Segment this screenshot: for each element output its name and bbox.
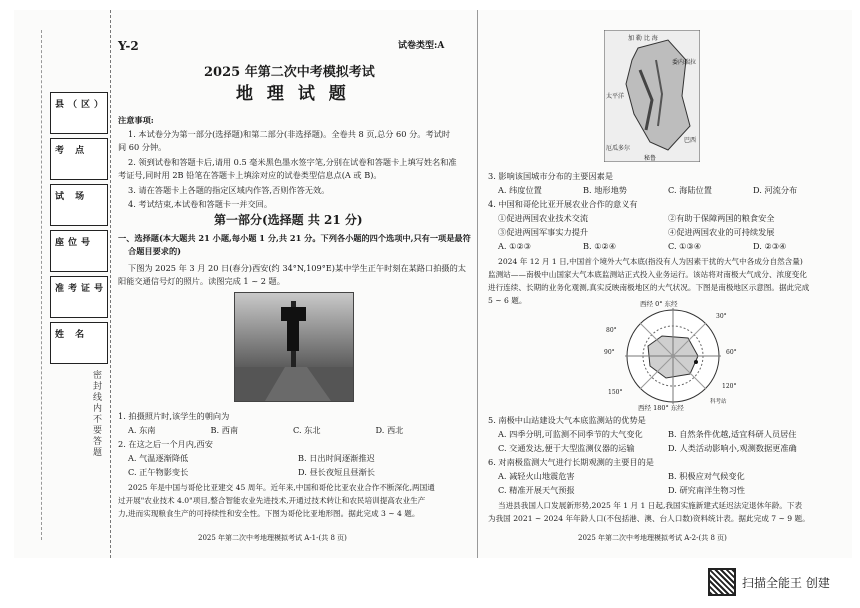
field-seat-number[interactable]: 座位号 [50, 230, 108, 272]
option[interactable]: D. 西北 [375, 425, 404, 435]
question-4-answers [498, 240, 838, 253]
field-county[interactable]: 县（区） [50, 92, 108, 134]
traffic-light-icon [235, 293, 353, 401]
lat-label: 120° [722, 383, 737, 390]
option[interactable]: B. 自然条件优越,适宜科研人员居住 [668, 429, 797, 439]
notice-line: 考证号,同时用 2B 铅笔在答题卡上填涂对应的试卷类型信息点(A 或 B)。 [118, 170, 382, 180]
question-4-items-row1 [498, 212, 838, 225]
field-name[interactable]: 姓 名 [50, 322, 108, 364]
question-5: 5. 南极中山站建设大气本底监测站的优势是 [488, 415, 646, 425]
lat-label: 30° [716, 313, 727, 320]
map-label: 厄瓜多尔 [606, 145, 631, 152]
option[interactable]: C. 精准开展天气预报 [498, 485, 575, 495]
lat-label: 60° [726, 349, 737, 356]
seal-line [41, 30, 42, 540]
passage: 进行连续、长期的业务化观测,真实反映南极地区的大气状况。下图是南极地区示意图。据此完成 [488, 283, 810, 292]
part1-heading: 第一部分(选择题 共 21 分) [214, 213, 363, 227]
option[interactable]: D. ②③④ [753, 241, 787, 251]
question-5-options-row1 [498, 428, 838, 441]
question-4: 4. 中国和哥伦比亚开展农业合作的意义有 [488, 199, 638, 209]
option[interactable]: D. 河流分布 [753, 185, 798, 195]
passage: 监测站——南极中山国家大气本底监测站正式投入业务运行。该站将对南极大气成分、浓度变化 [488, 270, 807, 279]
passage: 阳能交通信号灯的照片。读图完成 1 ~ 2 题。 [118, 276, 285, 286]
option: ②有助于保障两国的粮食安全 [668, 213, 775, 223]
section-intro: 一、选择题(本大题共 21 小题,每小题 1 分,共 21 分。下列各小题的四个选项中,只有一项是最符 [118, 233, 471, 243]
question-2-options-row2 [128, 466, 468, 479]
option[interactable]: A. 四季分明,可监测不同季节的大气变化 [498, 429, 643, 439]
notice-line: 3. 请在答题卡上各题的指定区域内作答,否则作答无效。 [128, 185, 330, 195]
field-exam-room[interactable]: 试 场 [50, 184, 108, 226]
scanner-watermark: 扫描全能王 创建 [708, 568, 830, 596]
option: ④促进两国农业的可持续发展 [668, 227, 775, 237]
map-legend: 科考站 [710, 399, 727, 405]
passage: 2024 年 12 月 1 日,中国首个境外大气本底(指没有人为因素干扰的大气中各成分自然含量) [498, 257, 803, 266]
option[interactable]: C. 交通发达,便于大型监测仪器的运输 [498, 443, 635, 453]
field-exam-site[interactable]: 考 点 [50, 138, 108, 180]
traffic-light-photo [234, 292, 354, 402]
option[interactable]: C. ①③④ [668, 241, 702, 251]
left-page [118, 10, 471, 558]
passage: 为我国 2021 ~ 2024 年年龄人口(不包括港、澳、台人口数)资料统计表。据此完成 7 ~ 9 题。 [488, 514, 810, 523]
lat-label: 150° [608, 389, 623, 396]
passage: 当进县我国人口发展新形势,2025 年 1 月 1 日起,我国实施新建式延迟法定退休年龄。下表 [498, 501, 803, 510]
seal-line-notice: 密封线内不要答题 [91, 370, 101, 458]
paper-type: 试卷类型:A [398, 41, 445, 51]
map-label: 西经 180° 东经 [638, 404, 684, 412]
passage: 2025 年是中国与哥伦比亚建交 45 周年。近年来,中国和哥伦比亚农业合作不断深化,两国通 [128, 483, 435, 492]
colombia-map [604, 30, 700, 162]
map-label: 西经 0° 东经 [640, 300, 678, 308]
map-label: 巴西 [684, 137, 697, 144]
notice-line: 2. 领到试卷和答题卡后,请用 0.5 毫米黑色墨水签字笔,分别在试卷和答题卡上填写姓名和准 [128, 157, 457, 167]
option[interactable]: B. 地形地势 [583, 185, 627, 195]
notice-line: 间 60 分钟。 [118, 142, 167, 152]
map-label: 委内瑞拉 [672, 59, 697, 66]
lat-label: 90° [604, 349, 615, 356]
page-divider [477, 10, 478, 558]
footer-right: 2025 年第二次中考地理模拟考试 A-2-(共 8 页) [578, 534, 727, 542]
option[interactable]: C. 正午物影变长 [128, 467, 189, 477]
option[interactable]: B. ①②④ [583, 241, 617, 251]
passage: 5 ~ 6 题。 [488, 296, 527, 305]
question-1: 1. 拍摄照片时,该学生的朝向为 [118, 411, 230, 421]
passage: 力,进而实现粮食生产的可持续性和安全性。下图为哥伦比亚地形图。据此完成 3 ~ 4 题。 [118, 509, 420, 518]
notice-line: 1. 本试卷分为第一部分(选择题)和第二部分(非选择题)。全卷共 8 页,总分 60 分。考试时 [128, 129, 451, 139]
option[interactable]: B. 西南 [210, 425, 239, 435]
question-2-options-row1 [128, 452, 468, 465]
question-6: 6. 对南极监测大气进行长期观测的主要目的是 [488, 457, 654, 467]
question-1-options [128, 424, 458, 437]
option[interactable]: C. 海陆位置 [668, 185, 712, 195]
footer-left: 2025 年第二次中考地理模拟考试 A-1-(共 8 页) [198, 534, 347, 542]
option[interactable]: C. 东北 [293, 425, 321, 435]
section-intro: 合题目要求的) [128, 246, 181, 256]
option[interactable]: D. 人类活动影响小,观测数据更准确 [668, 443, 797, 453]
question-6-options-row1 [498, 470, 838, 483]
right-page [488, 10, 848, 558]
option[interactable]: B. 积极应对气候变化 [668, 471, 745, 481]
lat-label: 80° [606, 327, 617, 334]
option[interactable]: D. 昼长夜短且昼渐长 [298, 467, 375, 477]
question-3-options [498, 184, 838, 197]
option[interactable]: A. 气温逐渐降低 [128, 453, 189, 463]
option[interactable]: A. ①②③ [498, 241, 532, 251]
map-label: 加 勒 比 海 [628, 35, 658, 42]
option[interactable]: A. 纬度位置 [498, 185, 542, 195]
question-3: 3. 影响该国城市分布的主要因素是 [488, 171, 614, 181]
option[interactable]: B. 日出时间逐渐推迟 [298, 453, 375, 463]
exam-title: 2025 年第二次中考模拟考试 [204, 65, 375, 80]
option[interactable]: A. 东南 [128, 425, 156, 435]
antarctica-diagram [598, 300, 748, 410]
exam-sheet [14, 10, 852, 558]
notice-line: 4. 考试结束,本试卷和答题卡一并交回。 [128, 199, 273, 209]
map-label: 太平洋 [606, 93, 625, 100]
notice-heading: 注意事项: [118, 115, 154, 125]
passage: 下图为 2025 年 3 月 20 日(春分)西安(约 34°N,109°E)某中学生正午时刻在某路口拍摄的太 [128, 263, 466, 273]
binding-strip [14, 10, 111, 558]
option: ①促进两国农业技术交流 [498, 213, 589, 223]
question-4-items-row2 [498, 226, 838, 239]
question-6-options-row2 [498, 484, 838, 497]
option: ③促进两国军事实力提升 [498, 227, 589, 237]
question-5-options-row2 [498, 442, 838, 455]
paper-code: Y-2 [118, 39, 139, 53]
passage: 过开展"农业技术 4.0"项目,整合智能农业先进技术,开通过技术转让和农民培训提高农业生产 [118, 496, 426, 505]
subject-title: 地 理 试 题 [236, 84, 350, 104]
option[interactable]: D. 研究南洋生物习性 [668, 485, 745, 495]
question-2: 2. 在这之后一个月内,西安 [118, 439, 213, 449]
option[interactable]: A. 减轻火山地震危害 [498, 471, 575, 481]
qr-code-icon [708, 568, 736, 596]
map-label: 秘鲁 [644, 155, 657, 162]
field-admission-number[interactable]: 准考证号 [50, 276, 108, 318]
